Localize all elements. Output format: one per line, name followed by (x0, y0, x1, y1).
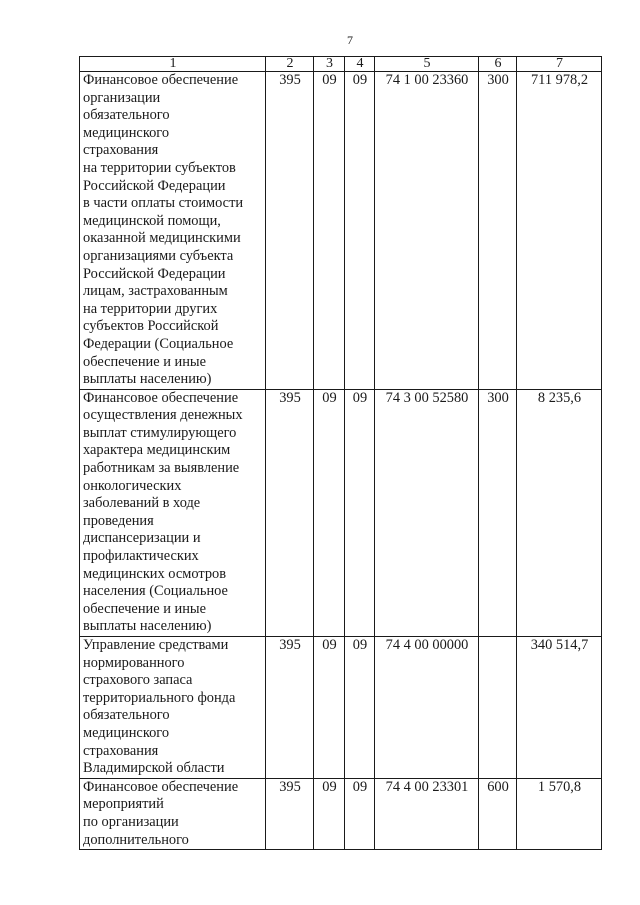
description-line: страхования (83, 142, 159, 159)
description-line: онкологических (83, 477, 182, 494)
header-col-7: 7 (517, 57, 602, 72)
cell-amount: 8 235,6 (517, 389, 602, 636)
description-line: территориального фонда (83, 689, 236, 706)
description-line: Федерации (Социальное (83, 335, 234, 352)
cell-rz: 09 (314, 637, 345, 779)
row-description (80, 389, 266, 636)
description-line: на территории субъектов (83, 159, 236, 176)
description-line: выплаты населению) (83, 371, 212, 388)
description-line: диспансеризации и (83, 530, 201, 547)
description-line: Финансовое обеспечение (83, 778, 239, 795)
description-line: заболеваний в ходе (83, 495, 201, 512)
table-row (80, 72, 602, 390)
cell-rz: 09 (314, 389, 345, 636)
cell-vr: 300 (479, 72, 517, 390)
description-line: характера медицинским (83, 442, 231, 459)
description-line: Финансовое обеспечение (83, 389, 239, 406)
cell-rz: 09 (314, 778, 345, 849)
header-col-5: 5 (375, 57, 479, 72)
cell-gl: 395 (266, 637, 314, 779)
description-line: лицам, застрахованным (83, 283, 228, 300)
page-number: 7 (347, 33, 353, 47)
row-description (80, 637, 266, 779)
description-line: организациями субъекта (83, 247, 234, 264)
description-line: обязательного (83, 707, 170, 724)
header-row (80, 57, 602, 72)
description-line: Управление средствами (83, 637, 229, 653)
description-line: организации (83, 89, 161, 106)
header-col-3: 3 (314, 57, 345, 72)
description-line: выплаты населению) (83, 618, 212, 635)
description-line: нормированного (83, 654, 185, 671)
description-line: в части оплаты стоимости (83, 195, 244, 212)
budget-table (79, 56, 602, 850)
description-line: дополнительного (83, 831, 189, 848)
description-line: населения (Социальное (83, 583, 228, 600)
description-line: страхового запаса (83, 672, 193, 689)
description-line: Финансовое обеспечение (83, 72, 239, 88)
description-line: мероприятий (83, 796, 164, 813)
description-line: Владимирской области (83, 760, 225, 777)
cell-vr (479, 637, 517, 779)
description-line: медицинских осмотров (83, 565, 227, 582)
description-line: по организации (83, 813, 179, 830)
description-line: медицинского (83, 724, 170, 741)
cell-csr: 74 4 00 23301 (375, 778, 479, 849)
cell-csr: 74 3 00 52580 (375, 389, 479, 636)
description-line: Российской Федерации (83, 177, 226, 194)
description-line: обязательного (83, 107, 170, 124)
description-line: профилактических (83, 548, 199, 565)
table-row (80, 637, 602, 779)
cell-gl: 395 (266, 72, 314, 390)
description-line: проведения (83, 512, 154, 529)
description-line: субъектов Российской (83, 318, 219, 335)
header-col-2: 2 (266, 57, 314, 72)
cell-gl: 395 (266, 389, 314, 636)
description-line: Российской Федерации (83, 265, 226, 282)
row-description (80, 72, 266, 390)
description-line: осуществления денежных (83, 407, 243, 424)
header-col-1: 1 (80, 57, 266, 72)
cell-pr: 09 (345, 72, 375, 390)
cell-gl: 395 (266, 778, 314, 849)
cell-amount: 711 978,2 (517, 72, 602, 390)
cell-rz: 09 (314, 72, 345, 390)
description-line: обеспечение и иные (83, 600, 206, 617)
cell-vr: 600 (479, 778, 517, 849)
description-line: страхования (83, 742, 159, 759)
row-description (80, 778, 266, 849)
cell-pr: 09 (345, 778, 375, 849)
description-line: выплат стимулирующего (83, 424, 237, 441)
table-row (80, 778, 602, 849)
cell-pr: 09 (345, 389, 375, 636)
cell-amount: 340 514,7 (517, 637, 602, 779)
cell-csr: 74 4 00 00000 (375, 637, 479, 779)
cell-csr: 74 1 00 23360 (375, 72, 479, 390)
description-line: на территории других (83, 300, 218, 317)
description-line: оказанной медицинскими (83, 230, 241, 247)
cell-pr: 09 (345, 637, 375, 779)
header-col-6: 6 (479, 57, 517, 72)
header-col-4: 4 (345, 57, 375, 72)
description-line: медицинской помощи, (83, 212, 221, 229)
table-row (80, 389, 602, 636)
description-line: работникам за выявление (83, 460, 240, 477)
cell-amount: 1 570,8 (517, 778, 602, 849)
description-line: обеспечение и иные (83, 353, 206, 370)
cell-vr: 300 (479, 389, 517, 636)
description-line: медицинского (83, 124, 170, 141)
